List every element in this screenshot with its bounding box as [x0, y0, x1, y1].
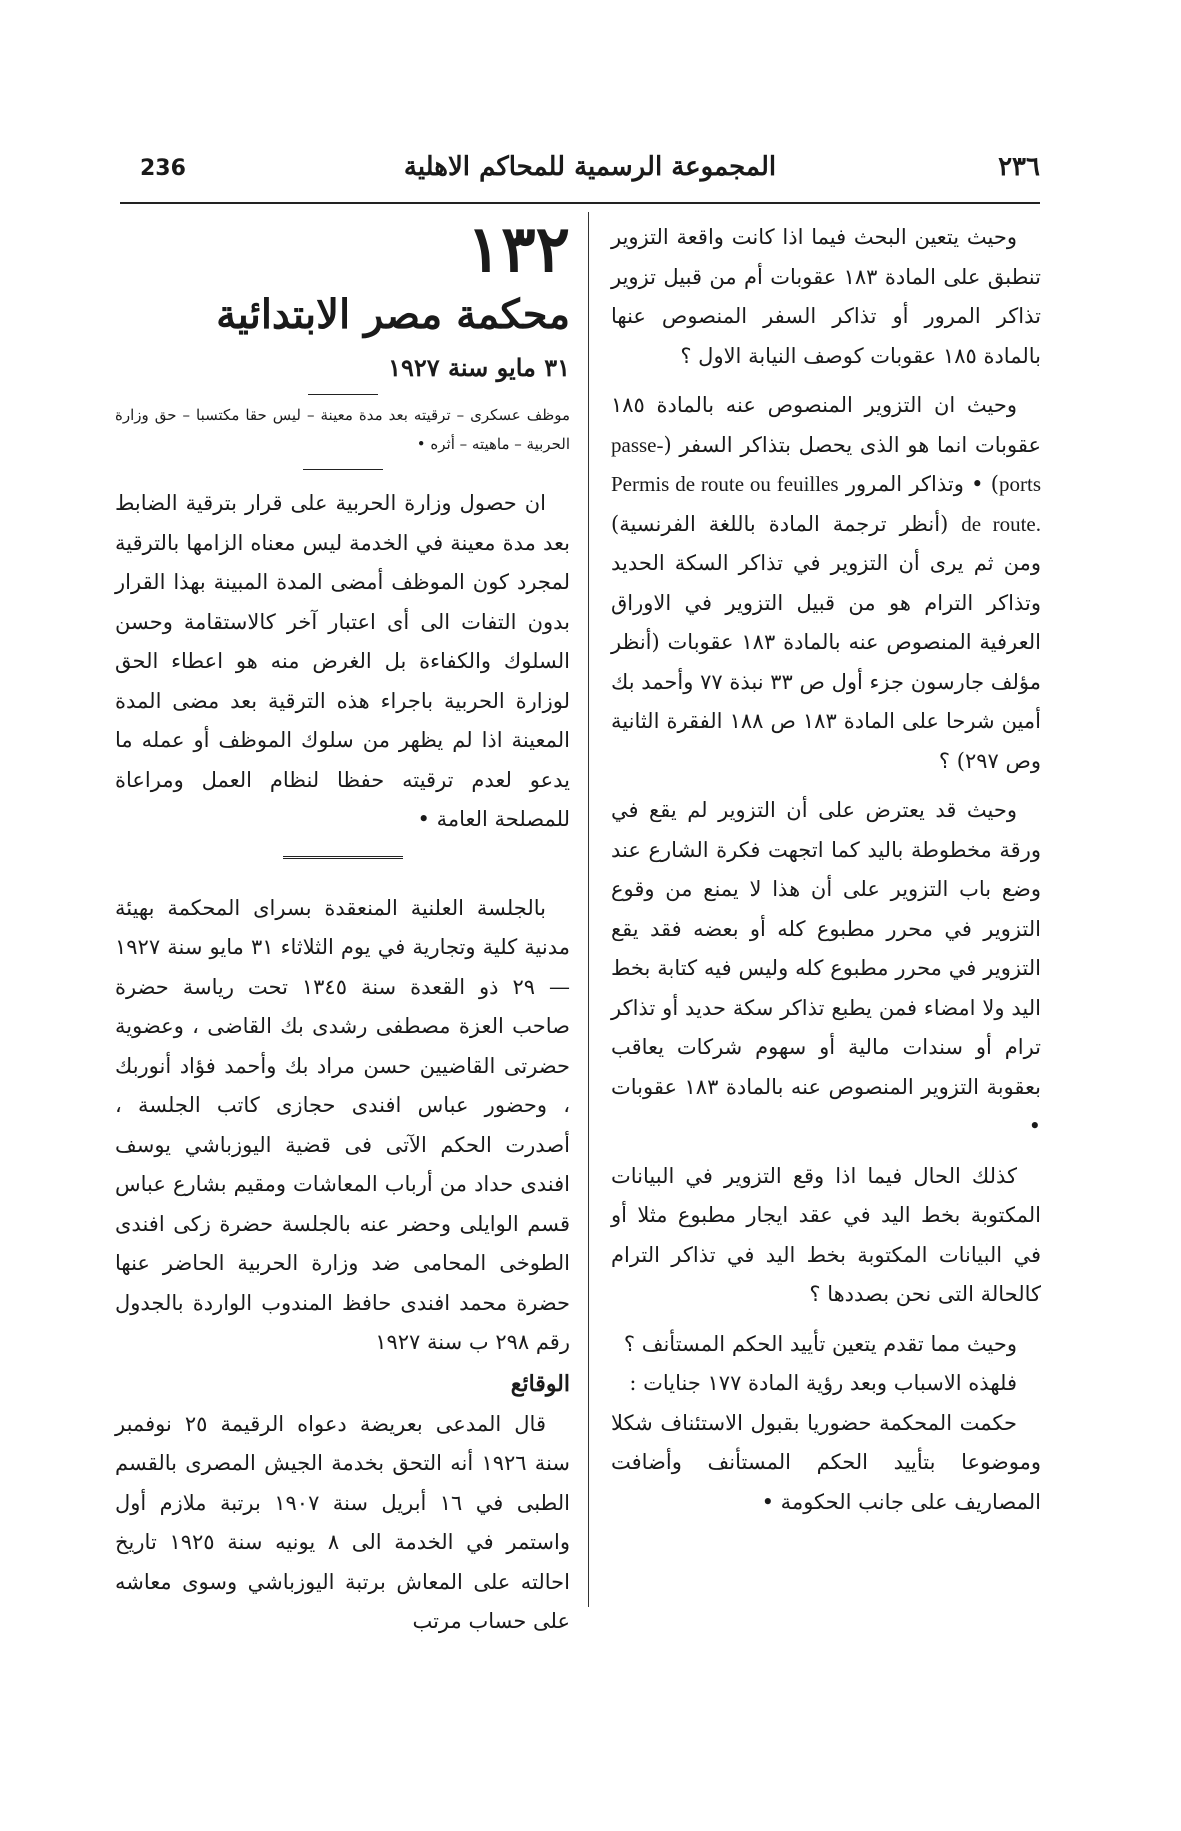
paragraph-with-french-terms: وحيث ان التزوير المنصوص عنه بالمادة ١٨٥ عقوبات انما هو الذى يحصل بتذاكر السفر (passe-ports) • وتذاكر المرور Permis de route ou feuilles de route. (أنظر ترجمة المادة باللغة الفرنسية) ومن ثم يرى أن التزوير في تذاكر السكة الحديد وتذاكر الترام هو من قبيل التزوير في الاوراق العرفية المنصوص عنه بالمادة ١٨٣ عقوبات (أنظر مؤلف جارسون جزء أول ص ٣٣ نبذة ٧٧ وأحمد بك أمين شرحا على المادة ١٨٣ ص ١٨٨ الفقرة الثانية وص ٢٩٧) ؟ — [611, 393, 1042, 773]
case-keywords: موظف عسكرى – ترقيته بعد مدة معينة – ليس حقا مكتسبا – حق وزارة الحربية – ماهيته – أثره • — [115, 406, 570, 453]
paragraph: كذلك الحال فيما اذا وقع التزوير في البيانات المكتوبة بخط اليد في عقد ايجار مطبوع مثلا أو في البيانات المكتوبة بخط اليد في تذاكر الترام كالحالة التى نحن بصددها ؟ — [611, 1163, 1041, 1306]
case-date: ٣١ مايو سنة ١٩٢٧ — [388, 353, 570, 382]
page-number-arabic: ٢٣٦ — [998, 152, 1040, 182]
facts-heading: الوقائع — [510, 1370, 570, 1397]
header-rule — [120, 202, 1040, 204]
case-number: ١٣٢ — [466, 212, 570, 287]
paragraph: وحيث قد يعترض على أن التزوير لم يقع في ورقة مخطوطة باليد كما اتجهت فكرة الشارع عند وضع باب التزوير على أن هذا لا يمنع من وقوع التزوير في محرر مطبوع كله أو بعضه فقد يقع التزوير في محرر مطبوع كله وليس فيه كتابة بخط اليد ولا امضاء فمن يطبع تذاكر سكة حديد أو تذاكر ترام أو سندات مالية أو سهوم شركات يعاقب بعقوبة التزوير المنصوص عنه بالمادة ١٨٣ عقوبات • — [611, 798, 1041, 1138]
left-column — [115, 212, 571, 1642]
running-title: المجموعة الرسمية للمحاكم الاهلية — [403, 152, 777, 182]
paragraph: حكمت المحكمة حضوريا بقبول الاستئناف شكلا وموضوعا بتأييد الحكم المستأنف وأضافت المصاريف على جانب الحكومة • — [611, 1410, 1041, 1514]
paragraph: فلهذه الاسباب وبعد رؤية المادة ١٧٧ جنايات : — [629, 1371, 1017, 1395]
facts-paragraph: قال المدعى بعريضة دعواه الرقيمة ٢٥ نوفمبر سنة ١٩٢٦ أنه التحق بخدمة الجيش المصرى بالقسم الطبى في ١٦ أبريل سنة ١٩٠٧ برتبة ملازم أول واستمر في الخدمة الى ٨ يونيه سنة ١٩٢٥ تاريخ احالته على المعاش برتبة اليوزباشي وسوى معاشه على حساب مرتب — [115, 1411, 571, 1633]
divider-rule — [303, 469, 383, 470]
right-column — [611, 218, 1041, 1522]
divider-rule — [308, 394, 378, 395]
column-divider — [588, 212, 589, 1607]
page-number-latin: 236 — [140, 156, 186, 181]
double-divider-rule — [283, 856, 403, 863]
case-summary: ان حصول وزارة الحربية على قرار بترقية الضابط بعد مدة معينة في الخدمة ليس معناه الزامها بالترقية لمجرد كون الموظف أمضى المدة المبينة بهذا القرار بدون التفات الى أى اعتبار آخر كالاستقامة وحسن السلوك والكفاءة بل الغرض منه هو اعطاء الحق لوزارة الحربية باجراء هذه الترقية بعد مضى المدة المعينة اذا لم يظهر من سلوك الموظف أو عمله ما يدعو لعدم ترقيته حفظا لنظام العمل ومراعاة للمصلحة العامة • — [115, 491, 570, 831]
page-header — [140, 150, 1040, 194]
paragraph: وحيث مما تقدم يتعين تأييد الحكم المستأنف ؟ — [623, 1331, 1017, 1356]
court-name: محكمة مصر الابتدائية — [216, 291, 570, 338]
paragraph: وحيث يتعين البحث فيما اذا كانت واقعة التزوير تنطبق على المادة ١٨٣ عقوبات أم من قبيل تزوير تذاكر المرور أو تذاكر السفر المنصوص عنها بالمادة ١٨٥ عقوبات كوصف النيابة الاول ؟ — [611, 225, 1041, 368]
session-paragraph: بالجلسة العلنية المنعقدة بسراى المحكمة بهيئة مدنية كلية وتجارية في يوم الثلاثاء ٣١ مايو سنة ١٩٢٧ — ٢٩ ذو القعدة سنة ١٣٤٥ تحت رياسة حضرة صاحب العزة مصطفى رشدى بك القاضى ، وعضوية حضرتى القاضيين حسن مراد بك وأحمد فؤاد أنوربك ، وحضور عباس افندى حجازى كاتب الجلسة ، أصدرت الحكم الآتى فى قضية اليوزباشي يوسف افندى حداد من أرباب المعاشات ومقيم بشارع عباس قسم الوايلى وحضر عنه بالجلسة حضرة زكى افندى الطوخى المحامى ضد وزارة الحربية الحاضر عنها حضرة محمد افندى حافظ المندوب الواردة بالجدول رقم ٢٩٨ ب سنة ١٩٢٧ — [115, 895, 570, 1354]
